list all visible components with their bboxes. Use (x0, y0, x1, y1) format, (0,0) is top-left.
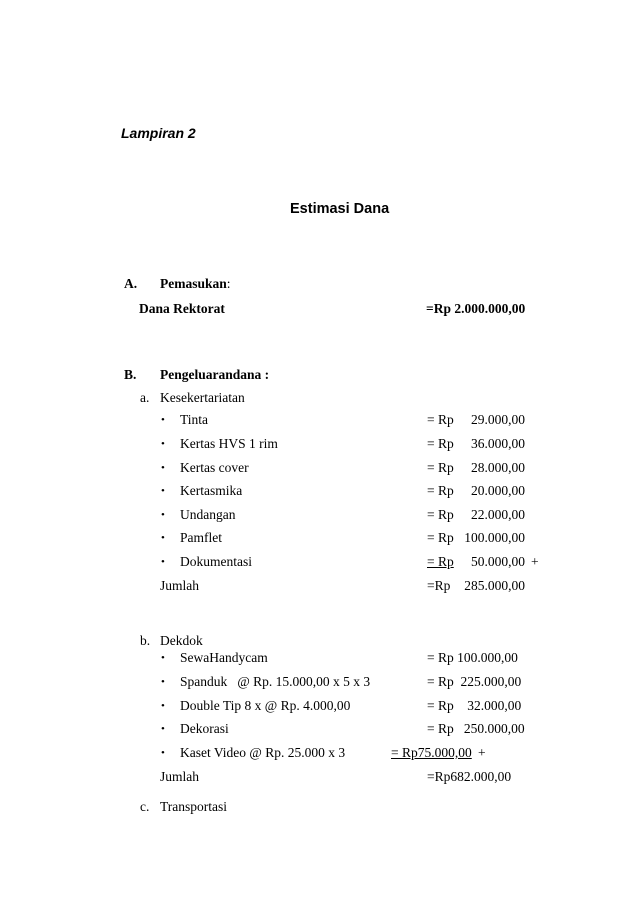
list-item-name: Kaset Video @ Rp. 25.000 x 3 (180, 745, 346, 760)
list-item-name: Spanduk @ Rp. 15.000,00 x 5 x 3 (180, 674, 371, 689)
bullet-icon: • (161, 462, 165, 474)
bullet-icon: • (161, 438, 165, 450)
list-item-name: SewaHandycam (180, 650, 268, 665)
group-b-total-amount: =Rp682.000,00 (427, 769, 512, 784)
section-a-title: Pemasukan (160, 276, 227, 291)
list-item-rp: = Rp (427, 436, 454, 451)
group-a-total-value: 285.000,00 (464, 578, 525, 593)
list-item-name: Tinta (180, 412, 209, 427)
bullet-icon: • (161, 414, 165, 426)
group-c-label: c. (140, 799, 150, 814)
sum-plus-sign: + (478, 745, 486, 760)
page-title: Estimasi Dana (290, 201, 390, 217)
list-item-amount: = Rp75.000,00 (391, 745, 472, 760)
bullet-icon: • (161, 509, 165, 521)
group-b-title: Dekdok (160, 633, 203, 648)
list-item-rp: = Rp (427, 530, 454, 545)
list-item-name: Undangan (180, 507, 236, 522)
list-item-value: 20.000,00 (471, 483, 525, 498)
group-b-total-label: Jumlah (160, 769, 199, 784)
bullet-icon: • (161, 556, 165, 568)
bullet-icon: • (161, 485, 165, 497)
list-item-value: 29.000,00 (471, 412, 525, 427)
list-item-name: Pamflet (180, 530, 222, 545)
list-item-amount: = Rp 225.000,00 (427, 674, 522, 689)
list-item-name: Kertasmika (180, 483, 243, 498)
list-item-rp: = Rp (427, 483, 454, 498)
group-c-title: Transportasi (160, 799, 228, 814)
list-item-value: 28.000,00 (471, 460, 525, 475)
list-item-name: Double Tip 8 x @ Rp. 4.000,00 (180, 698, 351, 713)
bullet-icon: • (161, 676, 165, 688)
list-item-value: 50.000,00 (471, 554, 525, 569)
group-a-label: a. (140, 390, 150, 405)
appendix-heading: Lampiran 2 (121, 125, 196, 141)
list-item-rp: = Rp (427, 507, 454, 522)
list-item-amount: = Rp 100.000,00 (427, 650, 518, 665)
bullet-icon: • (161, 723, 165, 735)
list-item-value: 36.000,00 (471, 436, 525, 451)
income-item-name: Dana Rektorat (139, 301, 225, 316)
group-b-label: b. (140, 633, 151, 648)
bullet-icon: • (161, 532, 165, 544)
section-a-heading (160, 276, 231, 292)
section-b-label: B. (124, 367, 137, 382)
list-item-amount: = Rp 250.000,00 (427, 721, 525, 736)
group-a-total-rp: =Rp (427, 578, 451, 593)
section-b-title: Pengeluarandana : (160, 367, 270, 382)
list-item-rp: = Rp (427, 412, 454, 427)
sum-plus-sign: + (531, 554, 539, 569)
bullet-icon: • (161, 700, 165, 712)
group-a-title: Kesekertariatan (160, 390, 245, 405)
section-a-label: A. (124, 276, 138, 291)
group-a-total-label: Jumlah (160, 578, 199, 593)
list-item-name: Dekorasi (180, 721, 229, 736)
bullet-icon: • (161, 652, 165, 664)
list-item-name: Dokumentasi (180, 554, 252, 569)
list-item-value: 100.000,00 (464, 530, 525, 545)
list-item-underlined-amount (427, 554, 525, 571)
list-item-name: Kertas cover (180, 460, 249, 475)
list-item-rp: = Rp (427, 554, 454, 569)
list-item-name: Kertas HVS 1 rim (180, 436, 278, 451)
bullet-icon: • (161, 747, 165, 759)
list-item-value: 22.000,00 (471, 507, 525, 522)
income-item-amount: =Rp 2.000.000,00 (426, 301, 526, 316)
section-a-colon: : (226, 276, 231, 291)
list-item-rp: = Rp (427, 460, 454, 475)
list-item-amount: = Rp 32.000,00 (427, 698, 522, 713)
